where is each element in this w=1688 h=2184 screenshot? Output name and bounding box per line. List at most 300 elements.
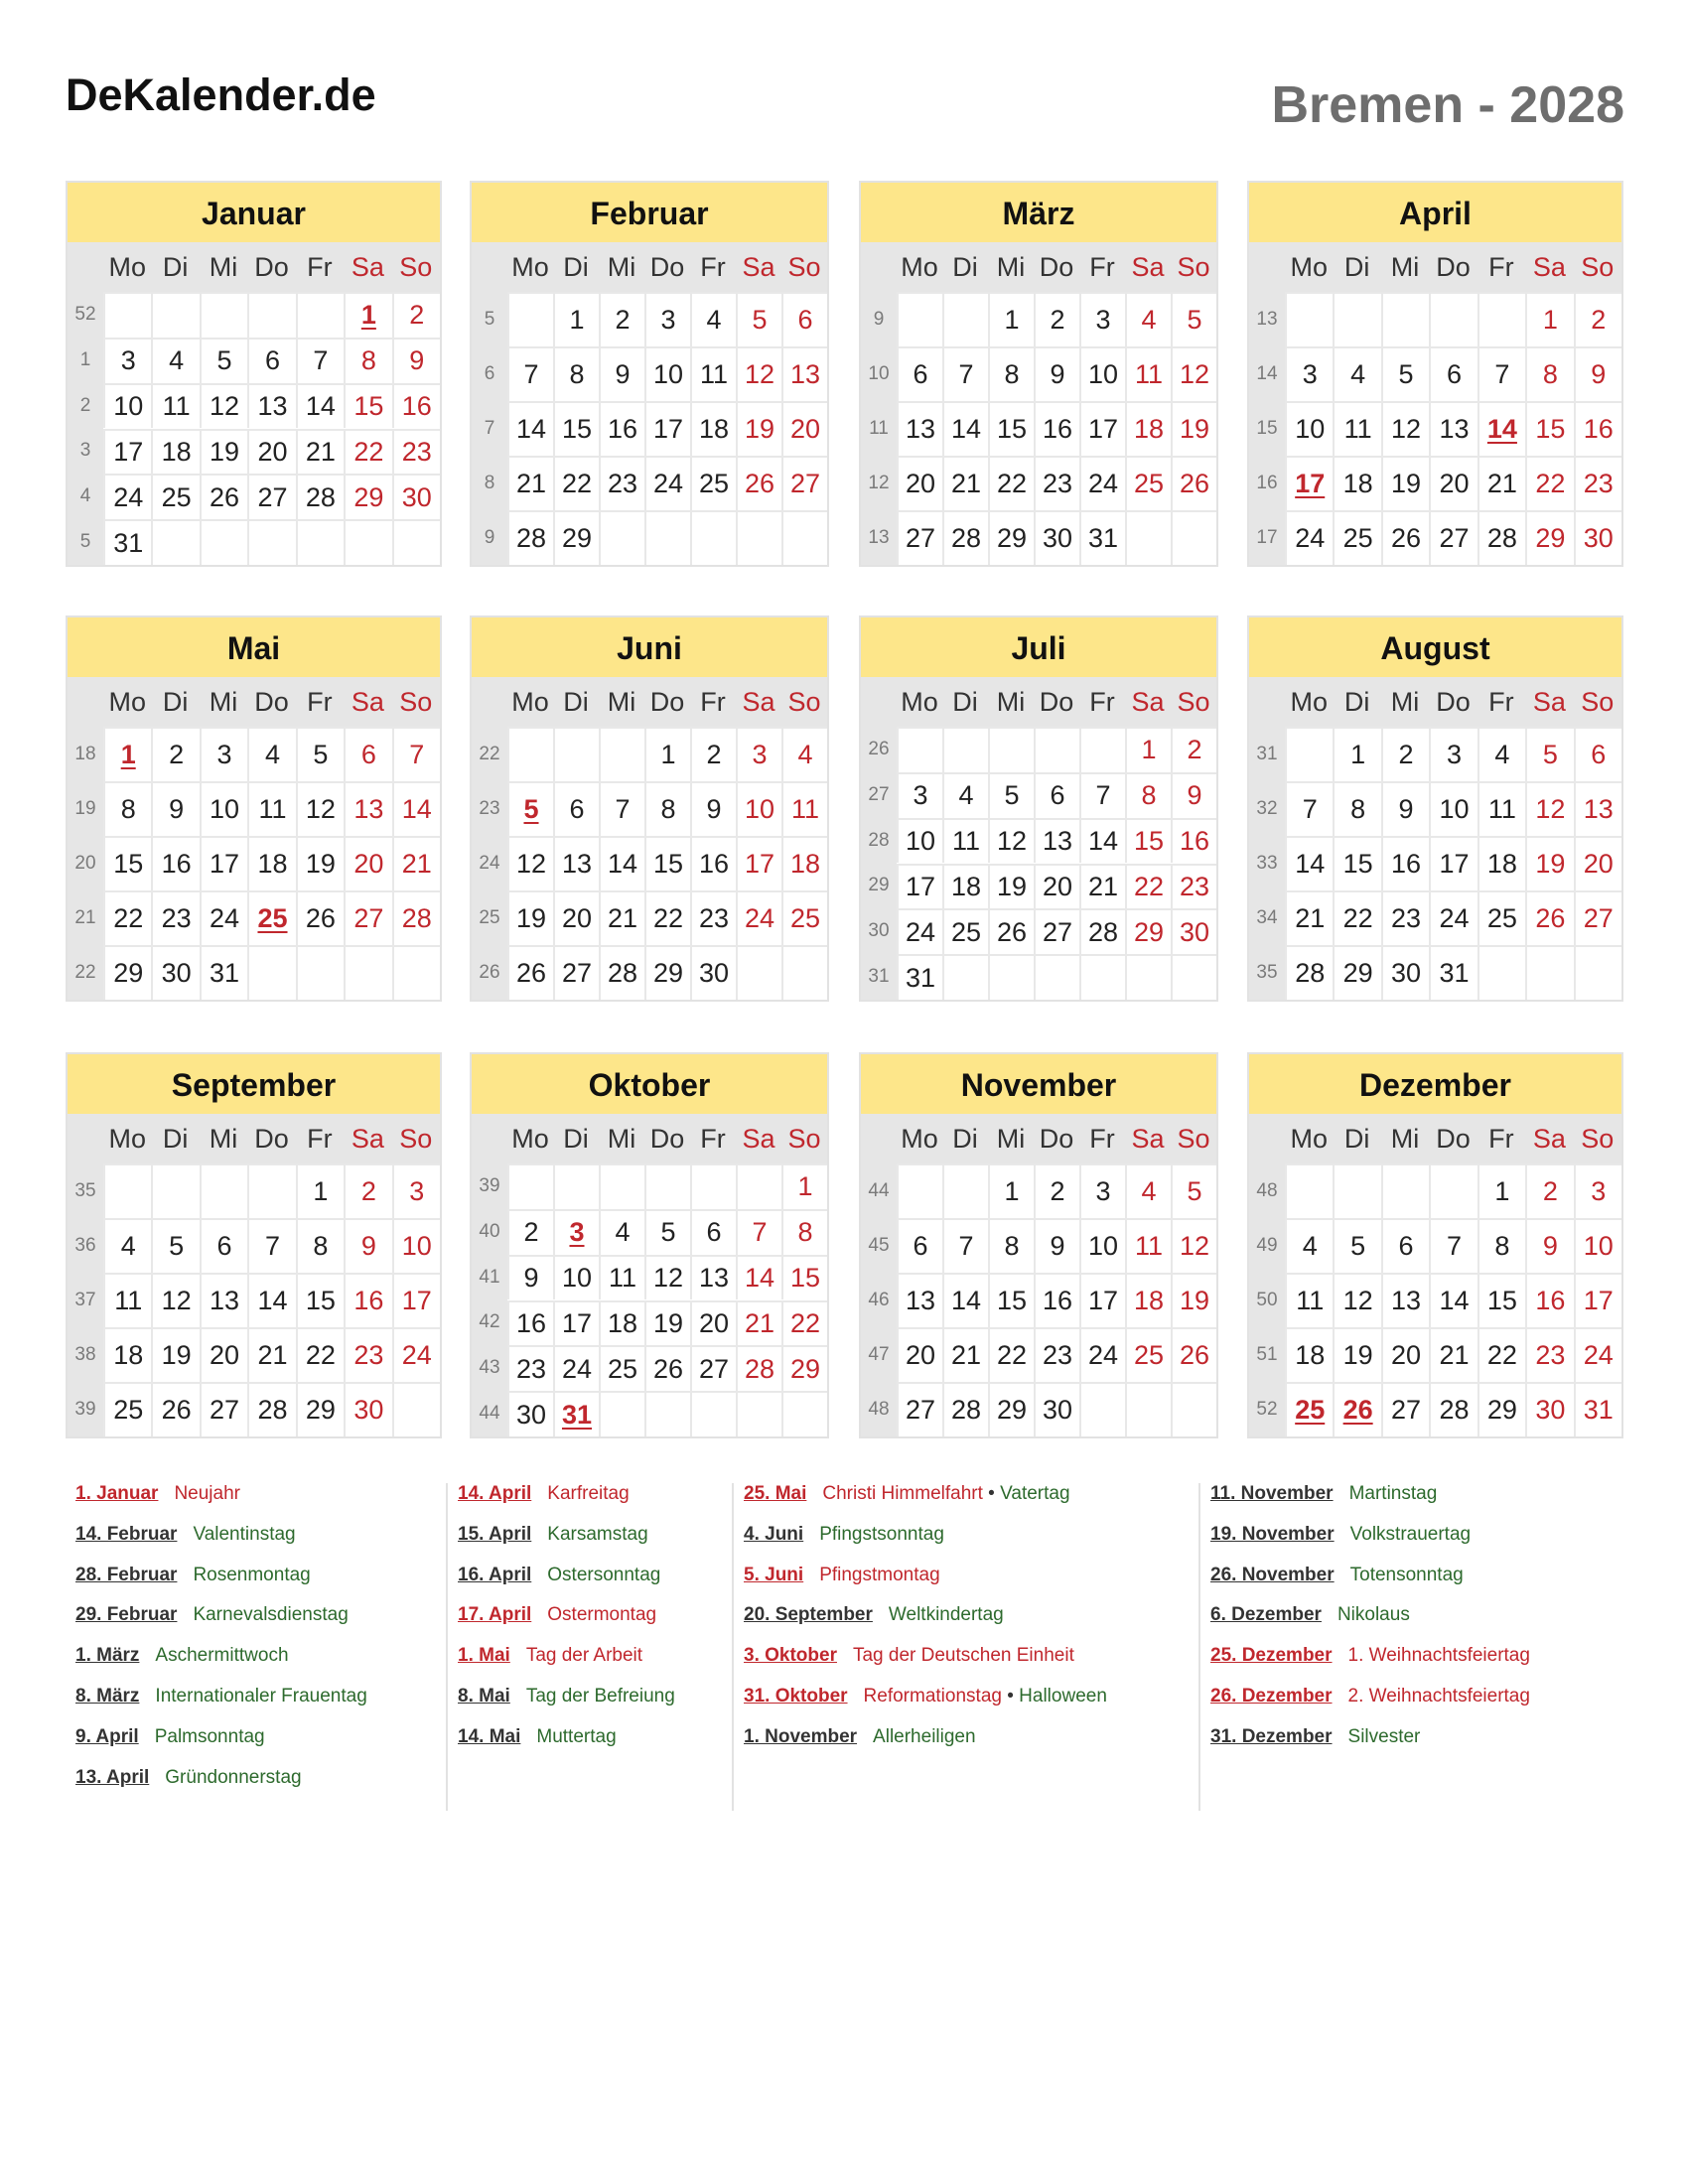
day-cell: 3 [1079,292,1125,346]
legend-name: Neujahr [174,1483,240,1504]
week-number: 22 [479,743,500,764]
weekday-sa: Sa [1131,252,1165,282]
month-title: März [861,183,1216,242]
day-cell: 10 [1079,346,1125,401]
day-cell: 13 [344,781,391,836]
legend-column [1198,1483,1636,1811]
day-cell: 27 [1574,890,1621,945]
day-cell: 21 [1285,890,1333,945]
empty-cell [781,510,827,565]
day-cell: 12 [1525,781,1573,836]
day-cell: 29 [296,1382,344,1436]
day-cell: 5 [1171,292,1216,346]
weekday-sa: Sa [351,252,384,282]
day-cell: 12 [151,1273,199,1327]
day-cell: 31 [103,519,151,565]
day-cell: 5 [200,338,247,383]
day-cell: 1 [296,1163,344,1218]
legend-name: 2. Weihnachtsfeiertag [1347,1686,1530,1706]
day-cell: 22 [1333,890,1380,945]
legend-date: 31. Oktober [744,1686,848,1706]
empty-cell [599,727,644,781]
weekday-header [1249,677,1621,727]
day-cell: 23 [1381,890,1429,945]
weekday-sa: Sa [742,1124,775,1154]
day-cell: 21 [392,836,440,890]
empty-cell [1574,945,1621,1000]
weekday-header [472,677,827,727]
day-cell: 19 [1381,456,1429,510]
day-cell: 4 [1285,1218,1333,1273]
empty-cell [644,1163,690,1209]
day-cell: 3 [392,1163,440,1218]
day-cell: 14 [1285,836,1333,890]
day-cell: 29 [344,474,391,519]
day-cell: 16 [1525,1273,1573,1327]
legend-name: Allerheiligen [873,1725,976,1747]
day-cell: 19 [1525,836,1573,890]
weekday-di: Di [162,252,189,282]
day-cell: 18 [599,1300,644,1346]
day-cell: 16 [1574,401,1621,456]
legend-date: 25. Mai [744,1483,807,1504]
legend-column [66,1483,446,1811]
day-cell: 23 [1034,456,1079,510]
legend-name: Tag der Arbeit [525,1645,643,1667]
empty-cell [392,1382,440,1436]
week-number: 9 [484,526,495,548]
day-cell: 21 [942,1327,988,1382]
month-november [859,1052,1218,1438]
empty-cell [1333,1163,1380,1218]
day-cell: 24 [644,456,690,510]
day-cell: 24 [1079,1327,1125,1382]
weekday-di: Di [563,687,589,717]
weekday-sa: Sa [351,687,384,717]
day-cell: 30 [1034,1382,1079,1436]
month-oktober [470,1052,829,1438]
weekday-so: So [399,252,433,282]
day-cell: 29 [553,510,599,565]
day-cell: 17 [1574,1273,1621,1327]
day-cell: 25 [599,1345,644,1391]
day-cell: 10 [103,383,151,429]
weekday-header [68,677,440,727]
empty-cell [644,1391,690,1436]
month-februar [470,181,829,567]
weekday-header [472,1114,827,1163]
day-cell: 12 [644,1255,690,1300]
empty-cell [1285,1163,1333,1218]
week-number: 5 [484,308,495,330]
day-cell: 7 [296,338,344,383]
day-cell: 5 [644,1209,690,1255]
weekday-so: So [787,252,821,282]
empty-cell [247,292,295,338]
day-cell: 31 [1079,510,1125,565]
month-title: Juli [861,617,1216,677]
week-number: 26 [868,738,890,759]
empty-cell [736,945,781,1000]
day-cell: 13 [553,836,599,890]
day-cell: 28 [736,1345,781,1391]
empty-cell [599,1163,644,1209]
week-number: 7 [484,417,495,439]
weekday-sa: Sa [1131,1124,1165,1154]
day-cell: 16 [599,401,644,456]
weekday-fr: Fr [1089,1124,1115,1154]
legend-name: Nikolaus [1336,1604,1410,1626]
day-cell: 10 [1574,1218,1621,1273]
day-cell: 13 [1574,781,1621,836]
day-cell: 31 [553,1391,599,1436]
weekday-mi: Mi [209,252,238,282]
day-cell: 25 [103,1382,151,1436]
legend-item [75,1767,302,1789]
day-cell: 13 [1429,401,1477,456]
empty-cell [690,1163,736,1209]
week-number: 39 [479,1174,500,1196]
weekday-mo: Mo [1290,1124,1328,1154]
day-cell: 2 [1574,292,1621,346]
day-cell: 20 [781,401,827,456]
legend-extra: Halloween [1019,1686,1107,1706]
empty-cell [690,510,736,565]
legend-name: Tag der Deutschen Einheit [852,1645,1074,1667]
day-cell: 27 [1034,908,1079,954]
day-cell: 3 [1429,727,1477,781]
empty-cell [103,292,151,338]
legend-date: 14. April [458,1483,532,1504]
day-cell: 15 [553,401,599,456]
day-cell: 18 [1477,836,1525,890]
day-cell: 9 [1034,1218,1079,1273]
weekday-so: So [1177,1124,1210,1154]
weekday-do: Do [1039,687,1074,717]
empty-cell [781,945,827,1000]
day-cell: 20 [200,1327,247,1382]
day-cell: 9 [344,1218,391,1273]
weekday-fr: Fr [1488,252,1514,282]
weekday-mo: Mo [1290,687,1328,717]
day-cell: 4 [1333,346,1380,401]
day-cell: 19 [1333,1327,1380,1382]
legend-item [458,1565,660,1586]
legend-item [75,1686,367,1707]
week-number: 34 [1256,906,1278,928]
week-number-column [861,727,897,1000]
day-cell: 1 [103,727,151,781]
day-cell: 1 [781,1163,827,1209]
week-number: 43 [479,1357,500,1379]
weekday-mo: Mo [108,1124,146,1154]
day-cell: 28 [296,474,344,519]
month-title: Januar [68,183,440,242]
day-cell: 27 [781,456,827,510]
day-cell: 8 [1125,772,1171,818]
day-cell: 1 [1125,727,1171,772]
week-number: 35 [74,1179,96,1201]
weekday-mo: Mo [901,1124,938,1154]
day-cell: 11 [1125,346,1171,401]
week-number: 2 [79,394,91,416]
empty-cell [1125,510,1171,565]
weekday-mo: Mo [901,252,938,282]
day-cell: 14 [599,836,644,890]
week-number: 46 [868,1289,890,1310]
day-cell: 27 [897,1382,942,1436]
week-number: 49 [1256,1234,1278,1256]
day-cell: 15 [296,1273,344,1327]
empty-cell [1171,954,1216,1000]
day-cell: 26 [988,908,1034,954]
day-cell: 31 [897,954,942,1000]
day-cell: 25 [1125,456,1171,510]
day-cell: 30 [507,1391,553,1436]
week-number: 18 [74,743,96,764]
day-cell: 26 [200,474,247,519]
weekday-fr: Fr [1488,1124,1514,1154]
empty-cell [296,945,344,1000]
week-number: 26 [479,961,500,983]
day-cell: 14 [942,401,988,456]
day-cell: 11 [942,818,988,864]
empty-cell [1285,727,1333,781]
legend-column [446,1483,734,1811]
weekday-di: Di [952,252,978,282]
legend-separator-dot: • [982,1483,1001,1504]
day-cell: 13 [897,401,942,456]
day-cell: 10 [392,1218,440,1273]
day-cell: 26 [507,945,553,1000]
day-cell: 4 [599,1209,644,1255]
month-title: Mai [68,617,440,677]
week-number: 1 [79,348,91,370]
week-number: 36 [74,1234,96,1256]
day-cell: 19 [507,890,553,945]
weekday-do: Do [254,1124,289,1154]
day-cell: 11 [690,346,736,401]
week-number: 39 [74,1398,96,1420]
weekday-di: Di [162,1124,189,1154]
day-cell: 17 [644,401,690,456]
day-cell: 23 [1525,1327,1573,1382]
legend-date: 8. März [75,1686,140,1706]
day-cell: 21 [1477,456,1525,510]
legend-name: Internationaler Frauentag [155,1686,367,1706]
legend-name: Volkstrauertag [1349,1523,1472,1545]
week-number: 44 [479,1403,500,1425]
day-cell: 30 [151,945,199,1000]
legend-item [75,1726,265,1748]
day-cell: 2 [151,727,199,781]
week-number: 48 [868,1398,890,1420]
day-cell: 10 [553,1255,599,1300]
week-number: 5 [79,531,91,553]
day-cell: 31 [200,945,247,1000]
day-cell: 26 [644,1345,690,1391]
weekday-do: Do [649,252,685,282]
day-cell: 5 [507,781,553,836]
week-number: 12 [868,472,890,493]
empty-cell [296,519,344,565]
legend-date: 31. Dezember [1210,1725,1333,1747]
day-cell: 2 [1034,1163,1079,1218]
week-number: 17 [1256,526,1278,548]
day-cell: 22 [1525,456,1573,510]
day-cell: 22 [988,1327,1034,1382]
day-cell: 24 [1079,456,1125,510]
day-cell: 14 [507,401,553,456]
day-cell: 7 [1429,1218,1477,1273]
week-number: 11 [869,417,889,439]
weekday-mi: Mi [209,687,238,717]
day-cell: 20 [897,1327,942,1382]
month-august [1247,615,1623,1002]
weekday-mi: Mi [1390,1124,1420,1154]
day-cell: 13 [781,346,827,401]
week-number: 21 [74,906,96,928]
day-cell: 8 [1333,781,1380,836]
week-number: 35 [1256,961,1278,983]
month-januar [66,181,442,567]
legend-date: 20. September [744,1604,873,1626]
day-cell: 22 [103,890,151,945]
month-juli [859,615,1218,1002]
day-cell: 25 [151,474,199,519]
legend-item [1210,1524,1471,1546]
legend-item [744,1565,940,1586]
day-cell: 10 [644,346,690,401]
legend-name: Valentinstag [193,1523,296,1545]
empty-cell [344,945,391,1000]
day-cell: 15 [1525,401,1573,456]
day-cell: 27 [1429,510,1477,565]
legend-name: Weltkindertag [888,1604,1004,1626]
day-cell: 18 [1125,401,1171,456]
day-cell: 10 [736,781,781,836]
week-number: 15 [1256,417,1278,439]
weekday-mo: Mo [511,687,549,717]
day-cell: 20 [1034,864,1079,909]
legend-item [744,1645,1074,1667]
legend-date: 4. Juni [744,1523,804,1545]
day-cell: 2 [1525,1163,1573,1218]
weekday-mo: Mo [108,252,146,282]
day-cell: 22 [296,1327,344,1382]
day-cell: 14 [296,383,344,429]
day-cell: 5 [1171,1163,1216,1218]
day-cell: 2 [1034,292,1079,346]
empty-cell [507,1163,553,1209]
legend-name: Ostersonntag [547,1564,661,1585]
legend-item [458,1524,648,1546]
day-cell: 15 [344,383,391,429]
legend-date: 1. Mai [458,1645,510,1667]
day-cell: 24 [1429,890,1477,945]
day-cell: 11 [247,781,295,836]
empty-cell [736,1391,781,1436]
day-cell: 6 [1034,772,1079,818]
weekday-sa: Sa [1131,687,1165,717]
day-cell: 10 [200,781,247,836]
legend-extra: Vatertag [1000,1483,1070,1504]
weekday-header [861,677,1216,727]
day-cell: 9 [392,338,440,383]
day-cell: 5 [736,292,781,346]
month-märz [859,181,1218,567]
day-cell: 7 [599,781,644,836]
weekday-mi: Mi [1390,252,1420,282]
month-mai [66,615,442,1002]
day-cell: 21 [507,456,553,510]
day-cell: 2 [1171,727,1216,772]
day-cell: 9 [599,346,644,401]
weekday-mo: Mo [108,687,146,717]
weekday-do: Do [254,252,289,282]
day-cell: 5 [296,727,344,781]
day-cell: 6 [344,727,391,781]
legend-item [75,1604,349,1626]
week-number: 13 [1256,308,1278,330]
legend-item [458,1726,617,1748]
day-cell: 18 [247,836,295,890]
weekday-di: Di [563,252,589,282]
empty-cell [897,292,942,346]
day-cell: 21 [296,429,344,475]
weekday-so: So [787,1124,821,1154]
legend-date: 28. Februar [75,1564,178,1585]
week-number: 23 [479,797,500,819]
day-cell: 13 [690,1255,736,1300]
day-cell: 5 [988,772,1034,818]
day-cell: 31 [1574,1382,1621,1436]
day-cell: 18 [781,836,827,890]
empty-cell [507,727,553,781]
empty-cell [1285,292,1333,346]
day-cell: 12 [507,836,553,890]
day-cell: 28 [1079,908,1125,954]
day-cell: 17 [1429,836,1477,890]
empty-cell [247,519,295,565]
day-cell: 28 [392,890,440,945]
weekday-di: Di [563,1124,589,1154]
day-cell: 3 [1285,346,1333,401]
day-cell: 10 [1079,1218,1125,1273]
empty-cell [1429,1163,1477,1218]
empty-cell [151,292,199,338]
day-cell: 16 [151,836,199,890]
month-april [1247,181,1623,567]
day-cell: 28 [247,1382,295,1436]
empty-cell [1429,292,1477,346]
day-cell: 30 [392,474,440,519]
legend-item [75,1645,289,1667]
legend-item [1210,1565,1464,1586]
week-number: 19 [74,797,96,819]
week-number: 8 [484,472,495,493]
day-cell: 24 [392,1327,440,1382]
day-cell: 14 [247,1273,295,1327]
weekday-do: Do [1436,687,1471,717]
weekday-sa: Sa [351,1124,384,1154]
day-cell: 26 [1171,1327,1216,1382]
day-cell: 18 [942,864,988,909]
day-cell: 28 [1429,1382,1477,1436]
day-cell: 4 [1125,1163,1171,1218]
legend-date: 8. Mai [458,1686,510,1706]
week-number: 32 [1256,797,1278,819]
